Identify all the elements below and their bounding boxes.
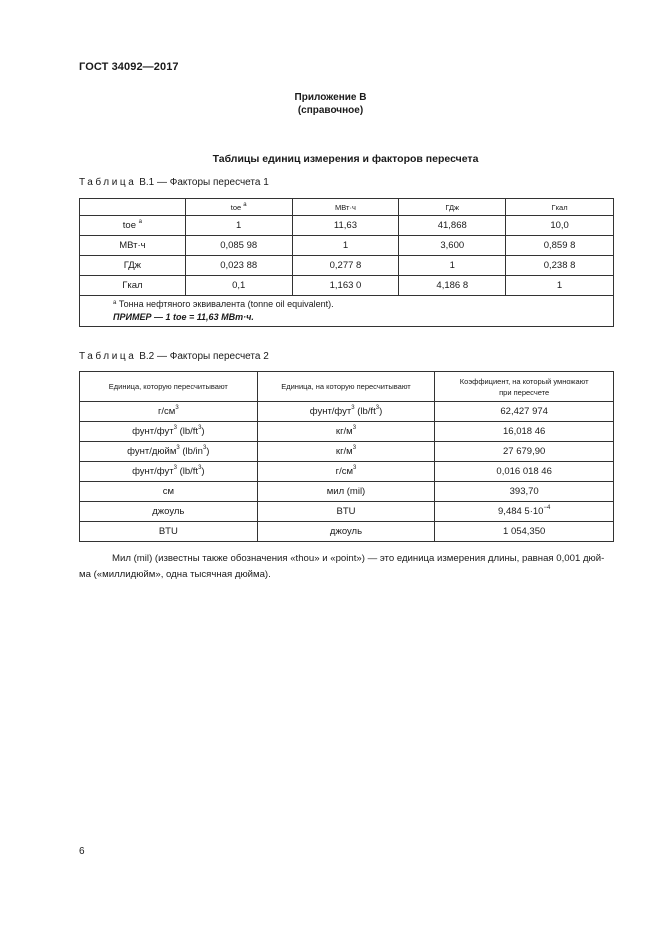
exponent: 3 (198, 465, 202, 471)
to-unit: мил (mil) (257, 482, 435, 502)
header-cell: Гкал (506, 199, 614, 216)
factor-text: 9,484 5·10 (498, 506, 544, 517)
header-cell (80, 199, 186, 216)
table2-caption (79, 351, 269, 362)
table-row (80, 276, 614, 296)
table-header-row (80, 372, 614, 402)
table-cell: 0,238 8 (506, 256, 614, 276)
unit-text: кг/м (335, 446, 353, 457)
appendix-subtitle: (справочное) (297, 105, 364, 116)
unit-text: (lb/in (179, 446, 203, 457)
exponent: 3 (353, 465, 357, 471)
header-cell: ГДж (399, 199, 506, 216)
from-unit (80, 422, 258, 442)
factor-cell: 62,427 974 (435, 402, 614, 422)
row-label: ГДж (80, 256, 186, 276)
factor-cell: 27 679,90 (435, 442, 614, 462)
exponent: 3 (202, 445, 207, 451)
paragraph-line: ма («миллидюйм», одна тысячная дюйма). (79, 569, 271, 580)
from-unit: BTU (80, 522, 258, 542)
factor-cell: 393,70 (435, 482, 614, 502)
from-unit (80, 442, 258, 462)
from-unit: джоуль (80, 502, 258, 522)
unit-text: фунт/дюйм (127, 446, 177, 457)
conversion-table-1 (79, 198, 614, 327)
table-cell: 0,1 (185, 276, 292, 296)
footnote-marker: a (243, 201, 247, 208)
to-unit: джоуль (257, 522, 435, 542)
table-row (80, 236, 614, 256)
table-cell: 0,085 98 (185, 236, 292, 256)
table1-caption (79, 177, 269, 188)
table-cell: 1 (292, 236, 399, 256)
table-row (80, 422, 614, 442)
table-row (80, 442, 614, 462)
factor-cell: 0,016 018 46 (435, 462, 614, 482)
to-unit (257, 442, 435, 462)
table-cell: 0,277 8 (292, 256, 399, 276)
unit-text: (lb/ft (176, 426, 199, 437)
mil-definition-paragraph (79, 551, 614, 583)
header-cell: МВт·ч (292, 199, 399, 216)
table-header-row (80, 199, 614, 216)
table-cell: 1,163 0 (292, 276, 399, 296)
page-number: 6 (79, 846, 85, 857)
from-unit: см (80, 482, 258, 502)
table-cell: 1 (399, 256, 506, 276)
header-cell (435, 372, 614, 402)
table-cell: 0,859 8 (506, 236, 614, 256)
unit-text: г/см (335, 466, 353, 477)
exponent: 3 (176, 445, 180, 451)
standard-header: ГОСТ 34092—2017 (79, 61, 179, 73)
to-unit (257, 402, 435, 422)
factor-cell: 1 054,350 (435, 522, 614, 542)
table-row (80, 482, 614, 502)
unit-text: ) (201, 466, 205, 477)
table-cell: 3,600 (399, 236, 506, 256)
table-cell: 11,63 (292, 216, 399, 236)
footnote-body: Тонна нефтяного эквивалента (tonne oil equivalent). (116, 299, 334, 309)
from-unit (80, 462, 258, 482)
row-label: Гкал (80, 276, 186, 296)
table1-caption-text: В.1 — Факторы пересчета 1 (136, 177, 269, 188)
factor-cell: 16,018 46 (435, 422, 614, 442)
footnote-text (113, 298, 613, 311)
row-label (80, 216, 186, 236)
table2-caption-prefix: Таблица (79, 351, 137, 362)
table-row (80, 402, 614, 422)
exponent: 3 (351, 405, 355, 411)
table-cell: 1 (506, 276, 614, 296)
header-cell (185, 199, 292, 216)
header-cell: Единица, которую пересчитывают (80, 372, 258, 402)
unit-text: (lb/ft (176, 466, 199, 477)
row-label-text: toe (122, 220, 137, 231)
exponent: 3 (375, 405, 380, 411)
unit-text: кг/м (335, 426, 353, 437)
unit-text: г/см (157, 406, 176, 417)
exponent: 3 (352, 445, 357, 451)
footnote-marker: a (113, 300, 117, 306)
header-cell-text: toe (230, 202, 242, 212)
unit-text: (lb/ft (354, 406, 376, 417)
header-line: Коэффициент, на который умножают (459, 376, 589, 386)
appendix-title: Приложение В (294, 92, 367, 103)
header-line: при пересчете (499, 387, 550, 397)
table-cell: 10,0 (506, 216, 614, 236)
to-unit: BTU (257, 502, 435, 522)
conversion-table-2 (79, 371, 614, 542)
example-text: ПРИМЕР — 1 toe = 11,63 МВт·ч. (113, 312, 254, 322)
exponent: 3 (352, 425, 357, 431)
exponent: −4 (543, 505, 551, 511)
exponent: 3 (173, 425, 177, 431)
exponent: 3 (198, 425, 202, 431)
table-footnote (80, 296, 614, 327)
table-row (80, 462, 614, 482)
unit-text: ) (206, 446, 210, 457)
unit-text: фунт/фут (309, 406, 352, 417)
table-cell: 1 (185, 216, 292, 236)
section-title: Таблицы единиц измерения и факторов пересчета (212, 153, 479, 165)
unit-text: фунт/фут (132, 426, 174, 437)
footnote-marker: a (138, 219, 142, 225)
table-row (80, 216, 614, 236)
table2-caption-text: В.2 — Факторы пересчета 2 (136, 351, 269, 362)
to-unit (257, 422, 435, 442)
header-cell: Единица, на которую пересчитывают (257, 372, 435, 402)
table1-caption-prefix: Таблица (79, 177, 137, 188)
exponent: 3 (175, 405, 179, 411)
unit-text: ) (379, 406, 383, 417)
table-row (80, 502, 614, 522)
table-cell: 41,868 (399, 216, 506, 236)
to-unit (257, 462, 435, 482)
factor-cell (435, 502, 614, 522)
from-unit (80, 402, 258, 422)
exponent: 3 (173, 465, 177, 471)
row-label: МВт·ч (80, 236, 186, 256)
unit-text: ) (201, 426, 205, 437)
table-row (80, 522, 614, 542)
table-cell: 4,186 8 (399, 276, 506, 296)
table-cell: 0,023 88 (185, 256, 292, 276)
table-footnote-row (80, 296, 614, 327)
paragraph-line: Мил (mil) (известны также обозначения «thou» и «point») — это единица измерения длины, равная 0,001 дюй- (112, 553, 605, 564)
table-row (80, 256, 614, 276)
unit-text: фунт/фут (132, 466, 174, 477)
